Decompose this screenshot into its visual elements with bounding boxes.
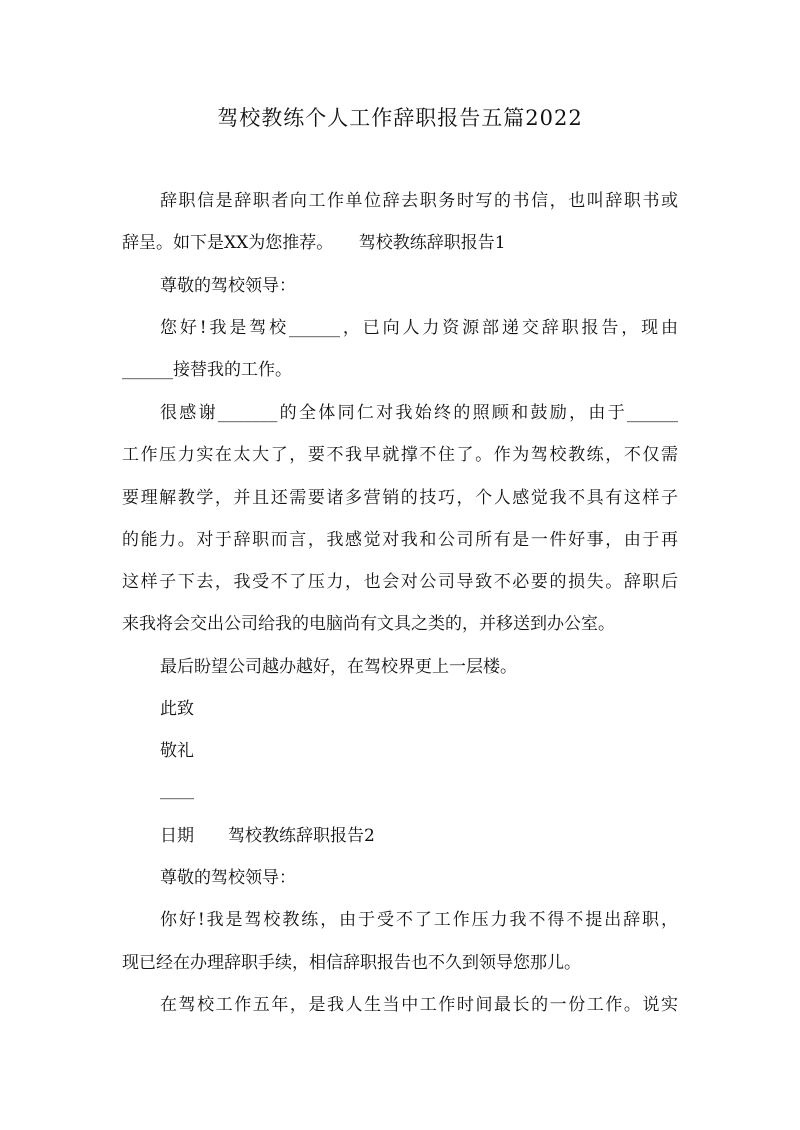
paragraph-line: 现已经在办理辞职手续，相信辞职报告也不久到领导您那儿。 [122, 953, 581, 973]
document-title: 驾校教练个人工作辞职报告五篇2022 [217, 106, 583, 130]
paragraph-line: ______接替我的工作。 [122, 360, 292, 380]
paragraph-line: 最后盼望公司越办越好，在驾校界更上一层楼。 [160, 657, 517, 677]
paragraph-line: 辞呈。如下是XX为您推荐。 驾校教练辞职报告1 [122, 233, 506, 253]
paragraph-line: 要理解教学，并且还需要诸多营销的技巧，个人感觉我不具有这样子 [122, 488, 678, 508]
salutation-line: 尊敬的驾校领导： [160, 868, 296, 888]
paragraph-line: 来我将会交出公司给我的电脑尚有文具之类的，并移送到办公室。 [122, 614, 615, 634]
paragraph-line: 这样子下去，我受不了压力，也会对公司导致不必要的损失。辞职后 [122, 572, 678, 592]
paragraph-line: 您好!我是驾校______，已向人力资源部递交辞职报告，现由 [160, 318, 678, 338]
closing-line: 敬礼 [160, 741, 194, 761]
paragraph-line: 辞职信是辞职者向工作单位辞去职务时写的书信，也叫辞职书或 [160, 191, 678, 211]
paragraph-line: 你好!我是驾校教练，由于受不了工作压力我不得不提出辞职， [160, 910, 678, 930]
signature-blank: ____ [160, 780, 194, 800]
closing-line: 此致 [160, 699, 194, 719]
paragraph-line: 在驾校工作五年，是我人生当中工作时间最长的一份工作。说实 [160, 995, 678, 1015]
date-heading-line: 日期 驾校教练辞职报告2 [160, 826, 375, 846]
paragraph-line: 很感谢_______的全体同仁对我始终的照顾和鼓励，由于______ [160, 403, 678, 423]
salutation-line: 尊敬的驾校领导： [160, 276, 296, 296]
paragraph-line: 工作压力实在太大了，要不我早就撑不住了。作为驾校教练，不仅需 [122, 445, 678, 465]
paragraph-line: 的能力。对于辞职而言，我感觉对我和公司所有是一件好事，由于再 [122, 530, 678, 550]
